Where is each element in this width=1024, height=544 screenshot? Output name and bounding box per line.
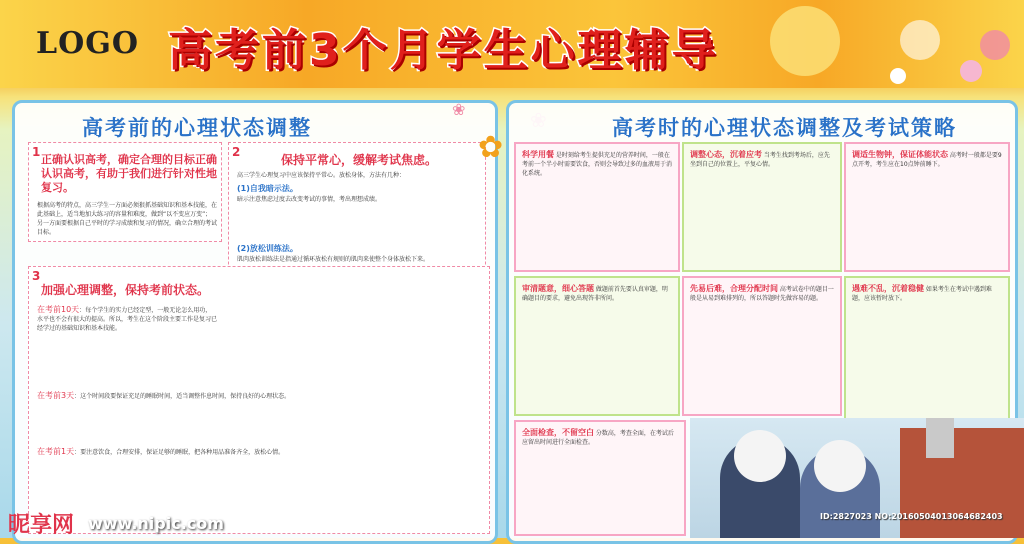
right-card-3 [844,142,1010,272]
right-section-title: 高考时的心理状态调整及考试策略 [612,115,957,140]
card-1 [28,142,222,242]
right-card-5-body [690,284,834,408]
right-card-6-body [852,284,1002,422]
right-card-4-body [522,284,672,408]
card-1-body: 根据高考的特点，高三学生一方面必须狠抓基础知识和基本技能，在此基础上，适当地加大练习的容量和难度，做到“以不变应万变”；另一方面要根据自己平时的学习成绩和复习的情况，确立合理的考试目标。 [37,202,217,236]
card-2-sub1: (1)自我暗示法。 [237,184,298,193]
right-card-1-label: 科学用餐 [522,150,554,159]
right-card-5-label: 先易后难，合理分配时间 [690,284,778,293]
right-card-1-body [522,150,672,264]
student-face [734,430,786,482]
card-3-label3: 在考前1天 [37,447,75,456]
card-3-number: 3 [32,269,41,283]
right-card-4-label: 审清题意，细心答题 [522,284,594,293]
card-2-heading: 保持平常心，缓解考试焦虑。 [281,153,438,167]
right-card-5 [682,276,842,416]
flower-icon: ❀ [452,100,466,119]
page-title: 高考前3个月学生心理辅导 [168,25,719,76]
right-card-7-text: 分数高，考查全面，在考试后应留出时间进行全面检查。 [522,430,674,446]
right-card-5-text: 高考试卷中的题目一般是从易到难排列的，所以答题时先做容易的题。 [690,286,834,302]
card-3-heading: 加强心理调整，保持考前状态。 [41,283,210,297]
card-3-para1 [37,305,217,377]
decor-circle [980,30,1010,60]
flower-icon: ✿ [478,130,504,165]
right-card-2-label: 调整心态，沉着应考 [690,150,762,159]
decor-circle [960,60,982,82]
right-card-7 [514,420,686,536]
card-1-heading: 正确认识高考，确定合理的目标正确认识高考，有助于我们进行针对性地复习。 [41,153,217,194]
card-3-para2 [37,391,481,443]
right-card-2-text: 当考生找到考场后，应先坐到自己的位置上，平复心情。 [690,152,830,168]
decor-circle [900,20,940,60]
logo: LOGO [36,26,139,61]
right-card-2-body [690,150,834,264]
left-section-title: 高考前的心理状态调整 [82,115,312,140]
card-1-number: 1 [32,145,41,159]
clock-tower [926,418,954,458]
right-card-3-text: 高考时一般都是要9点开考，考生应在10点钟前睡下。 [852,152,1002,168]
student-face [814,440,866,492]
right-card-3-body [852,150,1002,264]
card-2-body2: 肌肉放松训练法是指通过循环放松有规则的肌肉来使整个身体放松下来。 [237,256,430,263]
decor-circle [770,6,840,76]
card-2-intro: 高三学生心理复习中应该保持平常心。放松身体，方法有几种： [237,172,406,179]
card-2-number: 2 [232,145,241,159]
right-card-2 [682,142,842,272]
right-card-4 [514,276,680,416]
card-3-body3: ：要注意饮食，合理安排，保证足够的睡眠，把各种用品准备齐全，放松心情。 [74,449,285,456]
card-3-label2: 在考前3天 [37,391,75,400]
right-card-6-text: 如果考生在考试中遇到难题，应该暂时放下。 [852,286,992,302]
watermark-image-id: ID:2827023 NO:20160504013064682403 [820,512,1003,521]
watermark-site-name: 昵享网 [8,513,75,538]
card-2-body1: 暗示注意焦虑过度去改变考试的事情，考出理想成绩。 [237,196,382,203]
decor-circle [890,68,906,84]
right-card-4-text: 做题前首先要认真审题，明确题目的要求，避免出现答非所问。 [522,286,668,302]
right-card-6 [844,276,1010,430]
card-3 [28,266,490,534]
right-card-1 [514,142,680,272]
card-3-body1: ：每个学生的实力已经定型，一般无论怎么用功，水平也不会有很大的提高。所以，考生在这个阶段主要工作是复习已经学过的基础知识和基本技能。 [37,307,217,332]
right-card-1-text: 是时刻给考生提供充足的营养时间，一般在考前一个半小时需要饮食，否则会导致过多的血液用于消化系统。 [522,152,672,177]
right-card-3-label: 调适生物钟，保证体能状态 [852,150,948,159]
right-card-6-label: 遇难不乱，沉着稳健 [852,284,924,293]
card-3-label1: 在考前10天 [37,305,80,314]
right-card-7-body [522,428,678,528]
card-3-body2: ：这个时间段要保证充足的睡眠时间，适当调整作息时间，保持良好的心理状态。 [74,393,291,400]
right-card-7-label: 全面检查，不留空白 [522,428,594,437]
card-2-sub2: (2)放松训练法。 [237,244,298,253]
watermark-site-url: www.nipic.com [88,514,224,533]
